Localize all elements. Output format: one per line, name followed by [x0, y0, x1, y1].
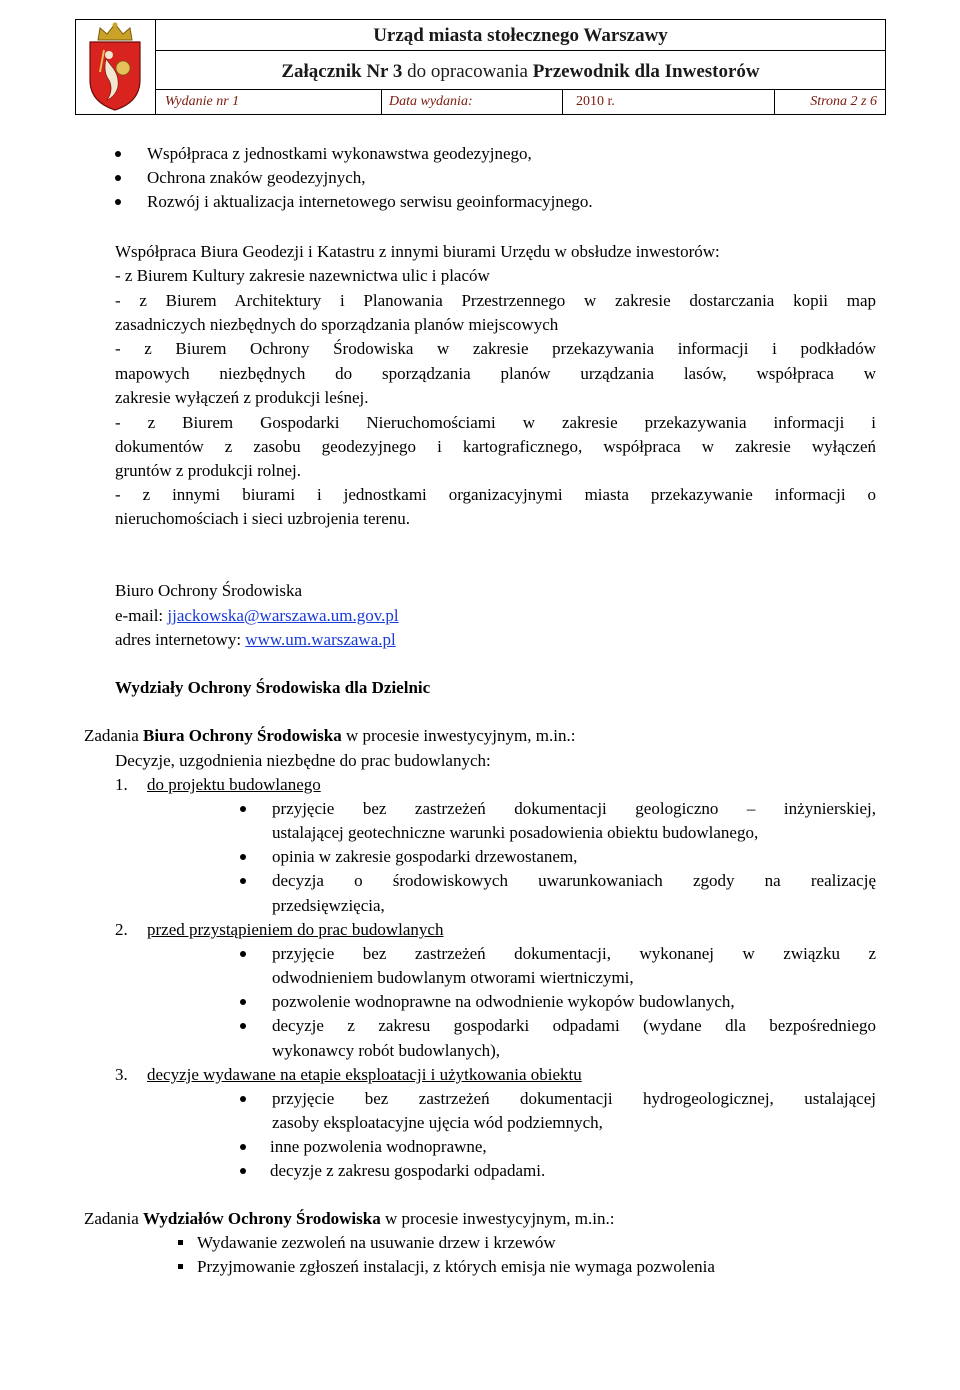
square-bullet-icon — [178, 1264, 183, 1269]
header-meta-row — [156, 90, 885, 114]
cooperation-line: mapowych niezbędnych do sporządzania planów urządzania lasów, współpraca w — [115, 364, 876, 383]
item-number: 2. — [115, 920, 128, 939]
bullet-icon — [240, 1023, 246, 1029]
bullet-icon — [240, 999, 246, 1005]
edition-label: Wydanie nr 1 — [156, 90, 382, 114]
cooperation-line: zakresie wyłączeń z produkcji leśnej. — [115, 388, 369, 407]
cooperation-line: zasadniczych niezbędnych do sporządzania planów miejscowych — [115, 315, 559, 334]
districts-heading: Wydziały Ochrony Środowiska dla Dzielnic — [115, 678, 431, 697]
office-web-row: adres internetowy: www.um.warszawa.pl — [115, 630, 396, 649]
cooperation-line: - z Biurem Gospodarki Nieruchomościami w zakresie przekazywania informacji i — [115, 413, 876, 432]
cooperation-line: gruntów z produkcji rolnej. — [115, 461, 302, 480]
item-line: decyzje z zakresu gospodarki odpadami (wydane dla bezpośredniego — [272, 1016, 876, 1035]
document-header — [75, 19, 886, 115]
square-bullet-icon — [178, 1240, 183, 1245]
bullet-icon — [240, 854, 246, 860]
item-line: przyjęcie bez zastrzeżeń dokumentacji geologiczno – inżynierskiej, — [272, 799, 876, 818]
item-line: przyjęcie bez zastrzeżeń dokumentacji, wykonanej w związku z — [272, 944, 876, 963]
item-line: ustalającej geotechniczne warunki posadowienia obiektu budowlanego, — [272, 823, 759, 842]
item-title: decyzje wydawane na etapie eksploatacji i użytkowania obiektu — [147, 1065, 582, 1084]
item-line: zasoby eksploatacyjne ujęcia wód podziemnych, — [272, 1113, 603, 1132]
tasks-office-subline: Decyzje, uzgodnienia niezbędne do prac budowlanych: — [115, 751, 491, 770]
website-link[interactable]: www.um.warszawa.pl — [245, 630, 396, 649]
bullet-icon — [240, 951, 246, 957]
bullet-icon — [240, 806, 246, 812]
tasks-office-heading: Zadania Biura Ochrony Środowiska w procesie inwestycyjnym, m.in.: — [84, 726, 576, 745]
item-line: decyzje z zakresu gospodarki odpadami. — [270, 1161, 546, 1180]
cooperation-line: nieruchomościach i sieci uzbrojenia terenu. — [115, 509, 411, 528]
intro-bullet-3: Rozwój i aktualizacja internetowego serwisu geoinformacyjnego. — [147, 192, 593, 211]
bullet-icon — [240, 878, 246, 884]
bullet-icon — [240, 1168, 246, 1174]
item-line: pozwolenie wodnoprawne na odwodnienie wykopów budowlanych, — [272, 992, 735, 1011]
cooperation-line: - z Biurem Kultury zakresie nazewnictwa ulic i placów — [115, 266, 490, 285]
intro-bullet-2: Ochrona znaków geodezyjnych, — [147, 168, 366, 187]
item-title: przed przystąpieniem do prac budowlanych — [147, 920, 444, 939]
item-line: przedsięwzięcia, — [272, 896, 385, 915]
tasks-districts-heading: Zadania Wydziałów Ochrony Środowiska w procesie inwestycyjnym, m.in.: — [84, 1209, 615, 1228]
bullet-icon — [240, 1096, 246, 1102]
district-task: Przyjmowanie zgłoszeń instalacji, z których emisja nie wymaga pozwolenia — [197, 1257, 715, 1276]
item-line: opinia w zakresie gospodarki drzewostanem, — [272, 847, 578, 866]
bullet-icon — [115, 175, 121, 181]
item-line: inne pozwolenia wodnoprawne, — [270, 1137, 487, 1156]
district-task: Wydawanie zezwoleń na usuwanie drzew i krzewów — [197, 1233, 556, 1252]
header-title: Urząd miasta stołecznego Warszawy — [156, 20, 885, 51]
item-number: 3. — [115, 1065, 128, 1084]
item-line: wykonawcy robót budowlanych), — [272, 1041, 501, 1060]
date-value: 2010 r. — [563, 90, 775, 114]
cooperation-line: - z Biurem Architektury i Planowania Przestrzennego w zakresie dostarczania kopii map — [115, 291, 876, 310]
office-name: Biuro Ochrony Środowiska — [115, 581, 302, 600]
intro-bullet-1: Współpraca z jednostkami wykonawstwa geodezyjnego, — [147, 144, 532, 163]
bullet-icon — [115, 151, 121, 157]
item-number: 1. — [115, 775, 128, 794]
cooperation-line: - z innymi biurami i jednostkami organizacyjnymi miasta przekazywanie informacji o — [115, 485, 876, 504]
page-number: Strona 2 z 6 — [810, 94, 877, 109]
header-subtitle: Załącznik Nr 3 do opracowania Przewodnik dla Inwestorów — [156, 51, 885, 90]
office-email-row: e-mail: jjackowska@warszawa.um.gov.pl — [115, 606, 399, 625]
cooperation-line: dokumentów z zasobu geodezyjnego i kartograficznego, współpraca w zakresie wyłączeń — [115, 437, 876, 456]
email-link[interactable]: jjackowska@warszawa.um.gov.pl — [167, 606, 399, 625]
bullet-icon — [115, 199, 121, 205]
item-line: odwodnieniem budowlanym otworami wiertniczymi, — [272, 968, 634, 987]
item-title: do projektu budowlanego — [147, 775, 321, 794]
bullet-icon — [240, 1144, 246, 1150]
date-label: Data wydania: — [382, 90, 563, 114]
cooperation-heading: Współpraca Biura Geodezji i Katastru z innymi biurami Urzędu w obsłudze inwestorów: — [115, 242, 720, 261]
item-line: przyjęcie bez zastrzeżeń dokumentacji hydrogeologicznej, ustalającej — [272, 1089, 876, 1108]
cooperation-line: - z Biurem Ochrony Środowiska w zakresie przekazywania informacji i podkładów — [115, 339, 876, 358]
item-line: decyzja o środowiskowych uwarunkowaniach zgody na realizację — [272, 871, 876, 890]
warsaw-coat-of-arms-logo — [76, 20, 156, 114]
